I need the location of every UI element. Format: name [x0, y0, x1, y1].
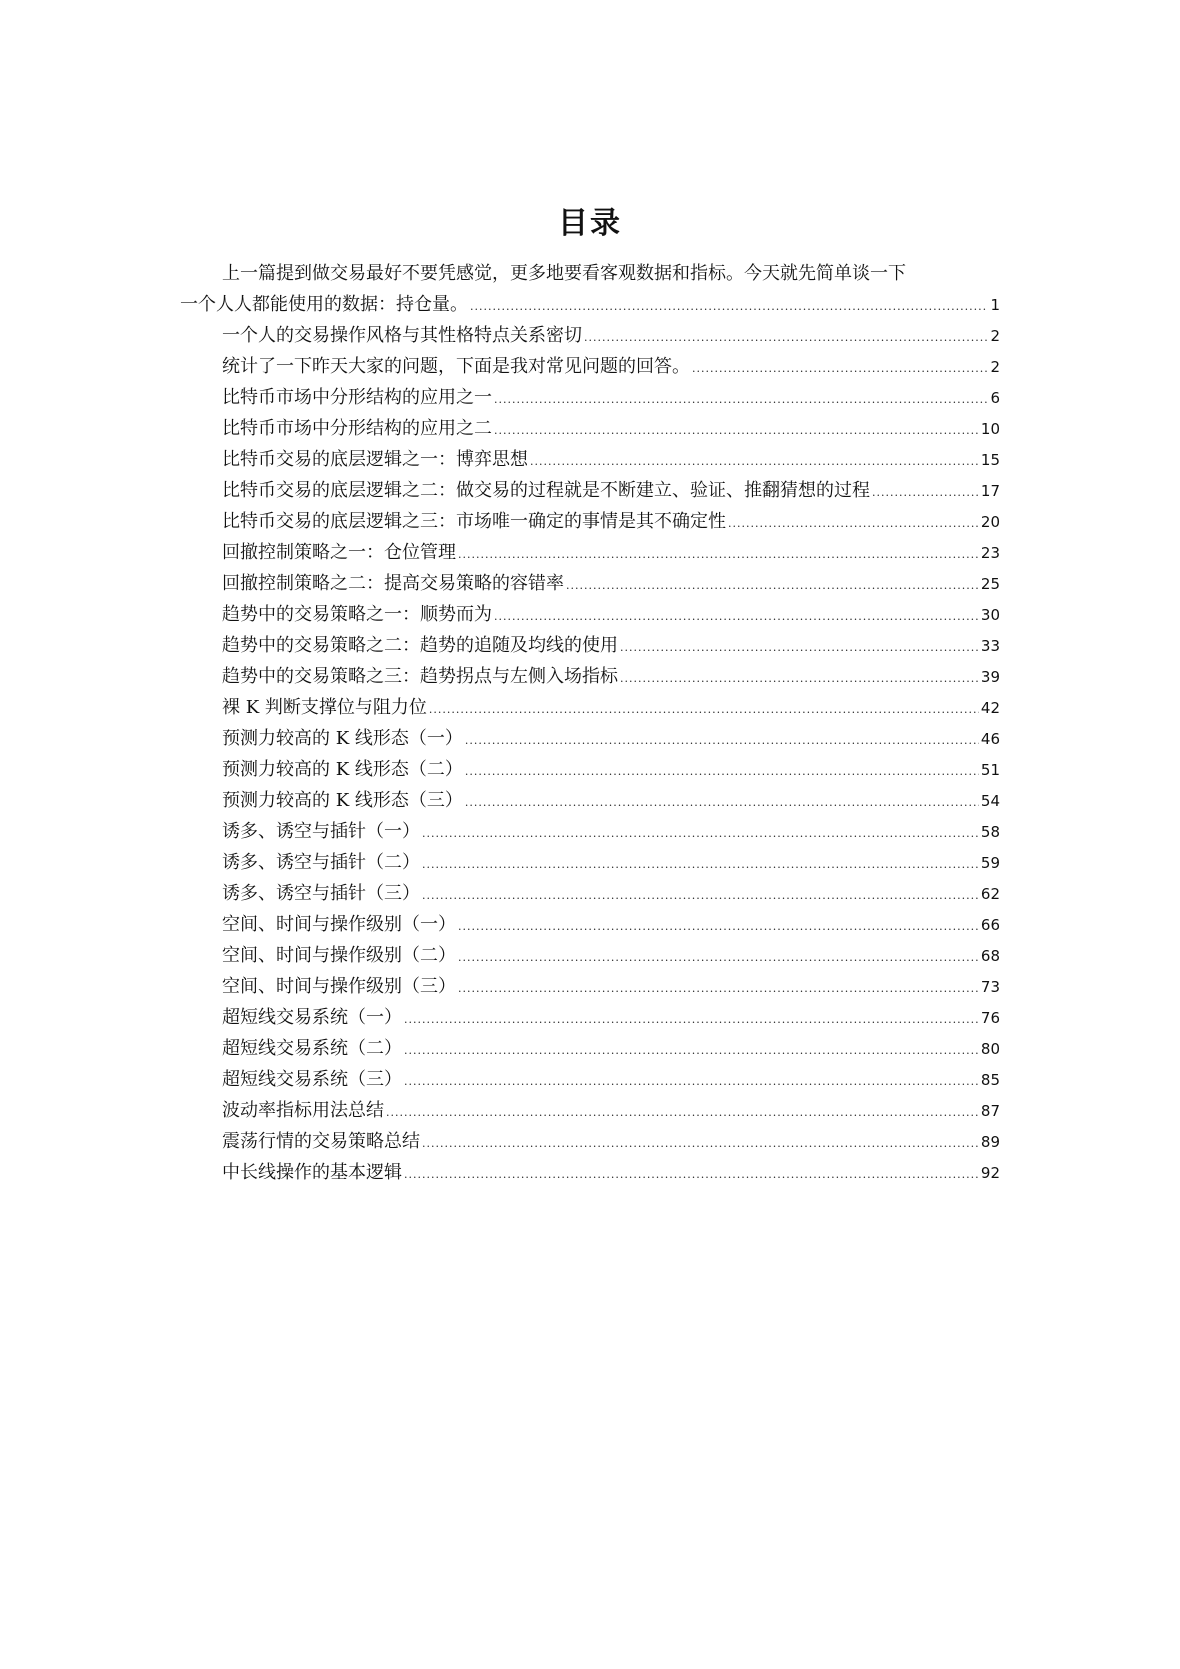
- toc-entry-label: 预测力较高的 K 线形态（二）: [222, 759, 463, 780]
- toc-entry-label: 比特币市场中分形结构的应用之二: [222, 418, 492, 439]
- table-of-contents: [180, 258, 1000, 1188]
- dot-leader: [470, 291, 988, 322]
- toc-page-number: 80: [980, 1040, 1000, 1058]
- toc-entry[interactable]: [180, 1157, 1000, 1188]
- dot-leader: [584, 322, 988, 353]
- toc-entry[interactable]: [180, 444, 1000, 475]
- toc-entry-label: 超短线交易系统（三）: [222, 1069, 402, 1090]
- toc-page-number: 68: [980, 947, 1000, 965]
- toc-entry-intro-line1: 上一篇提到做交易最好不要凭感觉，更多地要看客观数据和指标。今天就先简单谈一下: [222, 263, 906, 284]
- dot-leader: [429, 694, 979, 725]
- toc-entry-label: 一个人的交易操作风格与其性格特点关系密切: [222, 325, 582, 346]
- dot-leader: [404, 1004, 979, 1035]
- toc-page-number: 2: [990, 358, 1000, 376]
- toc-entry[interactable]: [180, 599, 1000, 630]
- dot-leader: [465, 725, 979, 756]
- toc-page-number: 87: [980, 1102, 1000, 1120]
- toc-entry-label: 回撤控制策略之二：提高交易策略的容错率: [222, 573, 564, 594]
- toc-page-number: 89: [980, 1133, 1000, 1151]
- dot-leader: [530, 446, 979, 477]
- toc-entry-intro-line2-row: [180, 289, 1000, 320]
- toc-entry-label: 震荡行情的交易策略总结: [222, 1131, 420, 1152]
- toc-entry-label: 比特币交易的底层逻辑之三：市场唯一确定的事情是其不确定性: [222, 511, 726, 532]
- dot-leader: [494, 601, 979, 632]
- toc-page-number: 54: [980, 792, 1000, 810]
- toc-entry[interactable]: [180, 971, 1000, 1002]
- toc-entry[interactable]: [180, 537, 1000, 568]
- toc-page-number: 30: [980, 606, 1000, 624]
- toc-page-number: 62: [980, 885, 1000, 903]
- toc-entry-label: 统计了一下昨天大家的问题，下面是我对常见问题的回答。: [222, 356, 690, 377]
- toc-entry-list: [180, 320, 1000, 1188]
- dot-leader: [422, 880, 979, 911]
- dot-leader: [465, 756, 979, 787]
- dot-leader: [422, 849, 979, 880]
- toc-entry-label: 波动率指标用法总结: [222, 1100, 384, 1121]
- toc-entry-label: 裸 K 判断支撑位与阻力位: [222, 697, 427, 718]
- toc-page-number: 51: [980, 761, 1000, 779]
- toc-entry[interactable]: [180, 940, 1000, 971]
- toc-entry[interactable]: [180, 723, 1000, 754]
- toc-page-number: 85: [980, 1071, 1000, 1089]
- toc-entry[interactable]: [180, 785, 1000, 816]
- toc-entry[interactable]: [180, 351, 1000, 382]
- toc-entry-label: 回撤控制策略之一：仓位管理: [222, 542, 456, 563]
- dot-leader: [458, 942, 979, 973]
- dot-leader: [494, 415, 979, 446]
- toc-page-number: 42: [980, 699, 1000, 717]
- toc-entry-label: 诱多、诱空与插针（一）: [222, 821, 420, 842]
- toc-page-number: 59: [980, 854, 1000, 872]
- dot-leader: [404, 1066, 979, 1097]
- toc-entry-label: 诱多、诱空与插针（三）: [222, 883, 420, 904]
- toc-entry-label: 空间、时间与操作级别（二）: [222, 945, 456, 966]
- toc-entry[interactable]: [180, 754, 1000, 785]
- toc-entry-label: 预测力较高的 K 线形态（三）: [222, 790, 463, 811]
- toc-page-number: 6: [990, 389, 1000, 407]
- toc-page-number: 25: [980, 575, 1000, 593]
- toc-entry-label: 比特币市场中分形结构的应用之一: [222, 387, 492, 408]
- toc-entry[interactable]: [180, 909, 1000, 940]
- toc-entry[interactable]: [180, 878, 1000, 909]
- toc-entry[interactable]: [180, 506, 1000, 537]
- toc-entry[interactable]: [180, 382, 1000, 413]
- toc-entry[interactable]: [180, 1033, 1000, 1064]
- toc-entry[interactable]: [180, 661, 1000, 692]
- toc-entry-label: 比特币交易的底层逻辑之二：做交易的过程就是不断建立、验证、推翻猜想的过程: [222, 480, 870, 501]
- toc-entry-label: 超短线交易系统（一）: [222, 1007, 402, 1028]
- toc-entry-label: 超短线交易系统（二）: [222, 1038, 402, 1059]
- toc-entry[interactable]: [180, 320, 1000, 351]
- dot-leader: [458, 911, 979, 942]
- toc-entry[interactable]: [180, 816, 1000, 847]
- toc-entry[interactable]: [180, 475, 1000, 506]
- dot-leader: [422, 818, 979, 849]
- toc-title: 目录: [558, 206, 622, 241]
- toc-page-number: 20: [980, 513, 1000, 531]
- toc-entry[interactable]: [180, 847, 1000, 878]
- toc-entry[interactable]: [180, 568, 1000, 599]
- toc-entry[interactable]: [180, 1126, 1000, 1157]
- toc-entry[interactable]: [180, 1064, 1000, 1095]
- dot-leader: [458, 539, 979, 570]
- dot-leader: [386, 1097, 979, 1128]
- toc-entry-label: 趋势中的交易策略之三：趋势拐点与左侧入场指标: [222, 666, 618, 687]
- dot-leader: [458, 973, 979, 1004]
- toc-entry-label: 比特币交易的底层逻辑之一：博弈思想: [222, 449, 528, 470]
- toc-page-number: 58: [980, 823, 1000, 841]
- toc-page-number: 23: [980, 544, 1000, 562]
- toc-entry-label: 趋势中的交易策略之二：趋势的追随及均线的使用: [222, 635, 618, 656]
- toc-page-number: 39: [980, 668, 1000, 686]
- toc-entry-label: 诱多、诱空与插针（二）: [222, 852, 420, 873]
- dot-leader: [404, 1159, 979, 1190]
- dot-leader: [620, 632, 979, 663]
- toc-page-number: 73: [980, 978, 1000, 996]
- toc-entry[interactable]: [180, 413, 1000, 444]
- toc-page-number: 17: [980, 482, 1000, 500]
- toc-page-number: 66: [980, 916, 1000, 934]
- toc-page-number: 2: [990, 327, 1000, 345]
- toc-page-number: 15: [980, 451, 1000, 469]
- toc-entry[interactable]: [180, 692, 1000, 723]
- dot-leader: [494, 384, 988, 415]
- toc-page-number: 76: [980, 1009, 1000, 1027]
- dot-leader: [620, 663, 979, 694]
- dot-leader: [422, 1128, 979, 1159]
- toc-entry-label: 趋势中的交易策略之一：顺势而为: [222, 604, 492, 625]
- toc-entry-label: 中长线操作的基本逻辑: [222, 1162, 402, 1183]
- dot-leader: [872, 477, 979, 508]
- toc-entry-label: 一个人人都能使用的数据：持仓量。: [180, 294, 468, 315]
- toc-entry[interactable]: [180, 630, 1000, 661]
- toc-entry-label: 预测力较高的 K 线形态（一）: [222, 728, 463, 749]
- toc-page-number: 92: [980, 1164, 1000, 1182]
- toc-page-number: 10: [980, 420, 1000, 438]
- dot-leader: [566, 570, 979, 601]
- dot-leader: [728, 508, 979, 539]
- dot-leader: [404, 1035, 979, 1066]
- toc-entry-label: 空间、时间与操作级别（三）: [222, 976, 456, 997]
- toc-entry-label: 空间、时间与操作级别（一）: [222, 914, 456, 935]
- toc-page-number: 33: [980, 637, 1000, 655]
- toc-page-number: 46: [980, 730, 1000, 748]
- toc-page-number: 1: [990, 296, 1000, 314]
- toc-entry[interactable]: [180, 1002, 1000, 1033]
- toc-entry-intro[interactable]: [180, 258, 1000, 320]
- toc-entry[interactable]: [180, 1095, 1000, 1126]
- dot-leader: [465, 787, 979, 818]
- dot-leader: [692, 353, 988, 384]
